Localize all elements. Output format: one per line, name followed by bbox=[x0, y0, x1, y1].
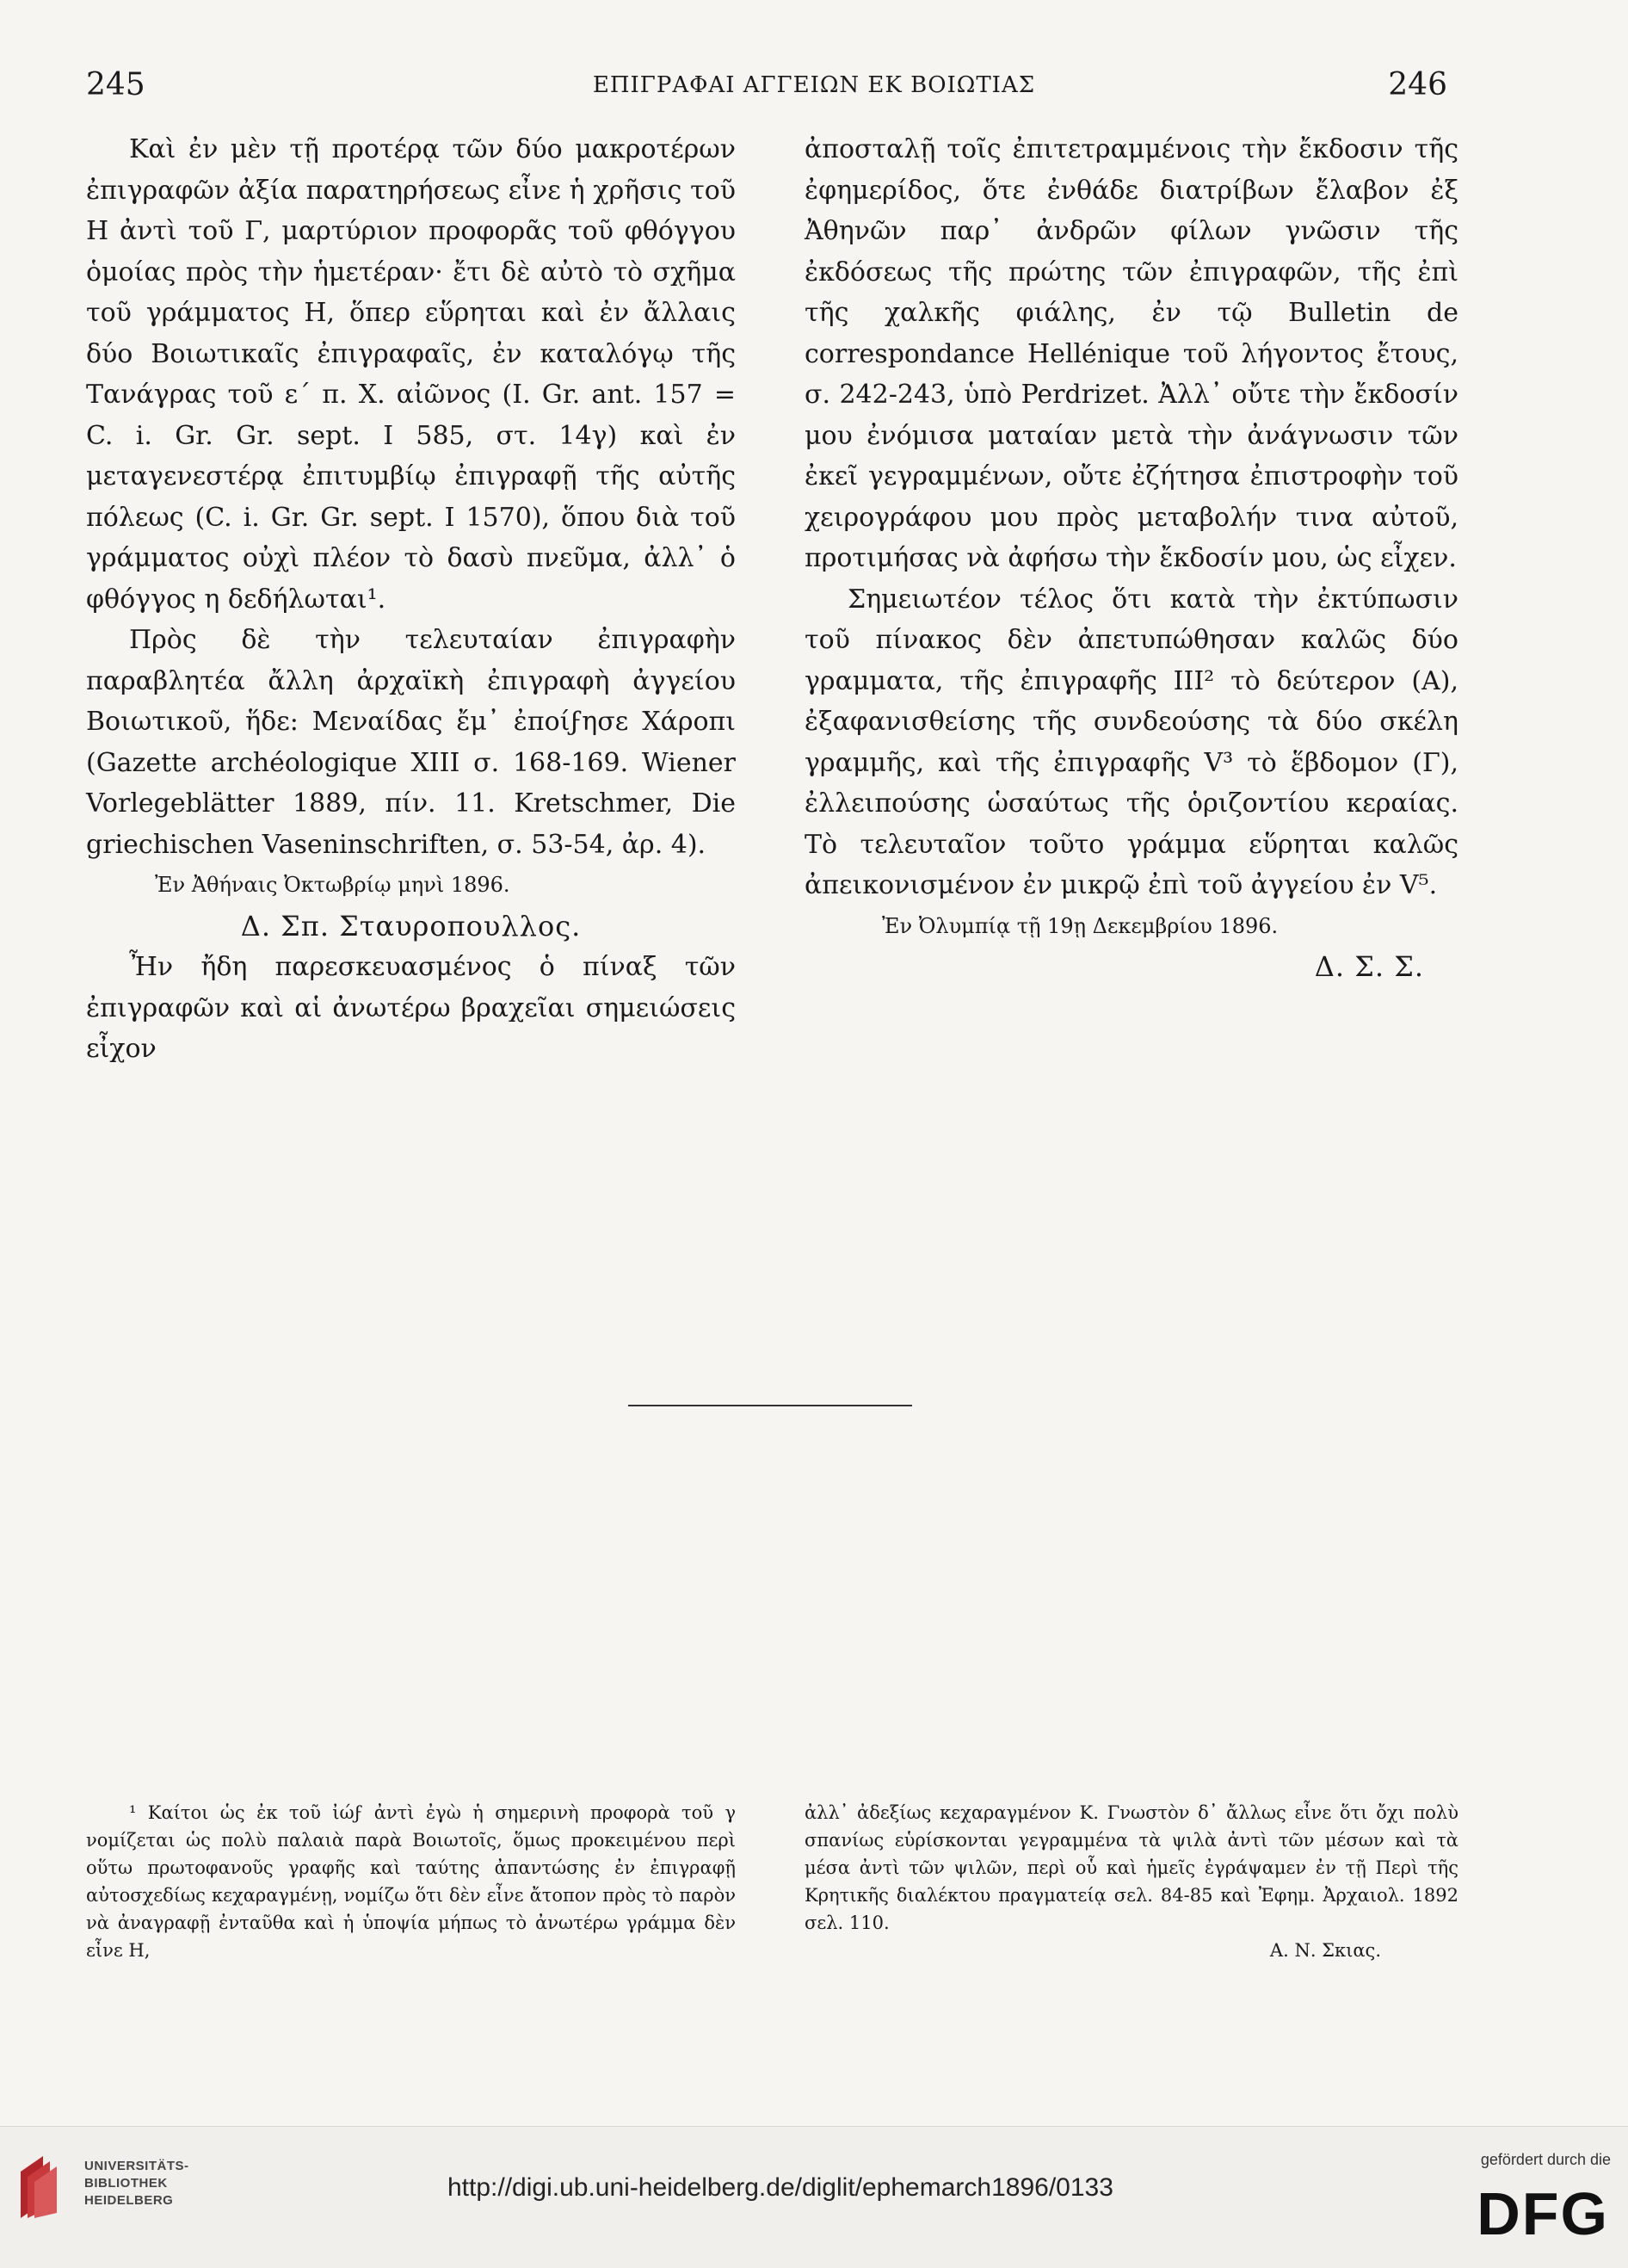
institution-line: HEIDELBERG bbox=[84, 2193, 174, 2208]
paragraph: Ἦν ἤδη παρεσκευασμένος ὁ πίναξ τῶν ἐπιγραφῶν καὶ αἱ ἀνωτέρω βραχεῖαι σημειώσεις εἶχον bbox=[86, 952, 736, 1064]
university-library-logo-icon bbox=[15, 2151, 71, 2223]
left-column bbox=[86, 129, 736, 1070]
paragraph: Καὶ ἐν μὲν τῇ προτέρᾳ τῶν δύο μακροτέρων ἐπιγραφῶν ἀξία παρατηρήσεως εἶνε ἡ χρῆσις τοῦ Η ἀντὶ τοῦ Γ, μαρτύριον προφορᾶς τοῦ φθόγγου ὁμοίας πρὸς τὴν ἡμετέραν· ἔτι δὲ αὐτὸ τὸ σχῆμα τοῦ γράμματος Η, ὅπερ εὕρηται καὶ ἐν ἄλλαις δύο Βοιωτικαῖς ἐπιγραφαῖς, ἐν καταλόγῳ τῆς Τανάγρας τοῦ ε΄ π. Χ. αἰῶνος (I. Gr. ant. 157 = C. i. Gr. Gr. sept. I 585, στ. 14γ) καὶ ἐν μεταγενεστέρᾳ ἐπιτυμβίῳ ἐπιγραφῇ τῆς αὐτῆς πόλεως (C. i. Gr. Gr. sept. I 1570), ὅπου διὰ τοῦ γράμματος οὐχὶ πλέον τὸ δασὺ πνεῦμα, ἀλλ᾿ ὁ φθόγγος η δεδήλωται¹. bbox=[86, 134, 736, 615]
right-column bbox=[805, 129, 1458, 988]
paragraph: Πρὸς δὲ τὴν τελευταίαν ἐπιγραφὴν παραβλητέα ἄλλη ἀρχαϊκὴ ἐπιγραφὴ ἀγγείου Βοιωτικοῦ, ἥδε: Μεναίδας ἔμ᾿ ἐποίϝησε Χάροπι (Gazette archéologique XIII σ. 168-169. Wiener Vorlegeblätter 1889, πίν. 11. Kretschmer, Die griechischen Vaseninschriften, σ. 53-54, ἀρ. 4). bbox=[86, 625, 736, 860]
footnote-text: ¹ Καίτοι ὡς ἐκ τοῦ ἰώϝ ἀντὶ ἐγὼ ἡ σημερινὴ προφορὰ τοῦ γ νομίζεται ὡς πολὺ παλαιὰ παρὰ Βοιωτοῖς, ὅμως προκειμένου περὶ οὕτω πρωτοφανοῦς γραφῆς καὶ ταύτης ἀπαντώσης ἐν ἐπιγραφῇ αὐτοσχεδίως κεχαραγμένῃ, νομίζω ὅτι δὲν εἶνε ἄτοπον πρὸς τὸ παρὸν νὰ ἀναγραφῇ ἐνταῦθα καὶ ἡ ὑποψία μήπως τὸ ἀνωτέρω γράμμα δὲν εἶνε Η, bbox=[86, 1802, 736, 1961]
dateline: Ἐν Ὀλυμπίᾳ τῇ 19ῃ Δεκεμβρίου 1896. bbox=[882, 913, 1279, 938]
funded-by-label: gefördert durch die bbox=[1480, 2151, 1611, 2168]
institution-line: BIBLIOTHEK bbox=[84, 2176, 168, 2191]
page-number-left: 245 bbox=[86, 67, 145, 102]
footnote-signature: Α. Ν. Σκιας. bbox=[1269, 1940, 1381, 1961]
institution-name bbox=[84, 2158, 189, 2209]
digitization-footer bbox=[0, 2126, 1628, 2268]
author-signature: Δ. Σπ. Σταυροπουλλος. bbox=[240, 909, 582, 942]
footnote-right bbox=[805, 1799, 1458, 1964]
dateline: Ἐν Ἀθήναις Ὀκτωβρίῳ μηνὶ 1896. bbox=[155, 873, 510, 897]
author-initials: Δ. Σ. Σ. bbox=[1314, 950, 1424, 983]
paragraph: ἀποσταλῇ τοῖς ἐπιτετραμμένοις τὴν ἔκδοσιν τῆς ἐφημερίδος, ὅτε ἐνθάδε διατρίβων ἔλαβον ἐξ Ἀθηνῶν παρ᾿ ἀνδρῶν φίλων γνῶσιν τῆς ἐκδόσεως τῆς πρώτης τῶν ἐπιγραφῶν, τῆς ἐπὶ τῆς χαλκῆς φιάλης, ἐν τῷ Bulletin de correspondance Hellénique τοῦ λήγοντος ἔτους, σ. 242-243, ὑπὸ Perdrizet. Ἀλλ᾿ οὔτε τὴν ἔκδοσίν μου ἐνόμισα ματαίαν μετὰ τὴν ἀνάγνωσιν τῶν ἐκεῖ γεγραμμένων, οὔτε ἐζήτησα ἐπιστροφὴν τοῦ χειρογράφου μου πρὸς μεταβολήν τινα αὐτοῦ, προτιμήσας νὰ ἀφήσω τὴν ἔκδοσίν μου, ὡς εἶχεν. bbox=[805, 134, 1458, 573]
footnote-text: ἀλλ᾿ ἀδεξίως κεχαραγμένον Κ. Γνωστὸν δ᾿ ἄλλως εἶνε ὅτι ὄχι πολὺ σπανίως εὑρίσκονται γεγραμμένα τὰ ψιλὰ ἀντὶ τῶν μέσων καὶ τὰ μέσα ἀντὶ τῶν ψιλῶν, περὶ οὗ καὶ ἡμεῖς ἐγράψαμεν ἐν τῇ Περὶ τῆς Κρητικῆς διαλέκτου πραγματείᾳ σελ. 84-85 καὶ Ἐφημ. Ἀρχαιολ. 1892 σελ. 110. bbox=[805, 1802, 1458, 1933]
dfg-logo: DFG bbox=[1477, 2180, 1609, 2247]
running-head bbox=[0, 67, 1628, 110]
source-url-link[interactable]: http://digi.ub.uni-heidelberg.de/diglit/ephemarch1896/0133 bbox=[447, 2173, 1113, 2202]
footnote-left bbox=[86, 1799, 736, 1964]
running-title: ΕΠΙΓΡΑΦΑΙ ΑΓΓΕΙΩΝ ΕΚ ΒΟΙΩΤΙΑΣ bbox=[592, 72, 1036, 98]
page-number-right: 246 bbox=[1388, 67, 1447, 102]
section-divider bbox=[628, 1405, 912, 1406]
paragraph: Σημειωτέον τέλος ὅτι κατὰ τὴν ἐκτύπωσιν τοῦ πίνακος δὲν ἀπετυπώθησαν καλῶς δύο γραμματα, τῆς ἐπιγραφῆς III² τὸ δεύτερον (Α), ἐξαφανισθείσης τῆς συνδεούσης τὰ δύο σκέλη γραμμῆς, καὶ τῆς ἐπιγραφῆς V³ τὸ ἕβδομον (Γ), ἐλλειπούσης ὡσαύτως τῆς ὁριζοντίου κεραίας. Τὸ τελευταῖον τοῦτο γράμμα εὕρηται καλῶς ἀπεικονισμένον ἐν μικρῷ ἐπὶ τοῦ ἀγγείου ἐν V⁵. bbox=[805, 584, 1458, 900]
institution-line: UNIVERSITÄTS- bbox=[84, 2159, 189, 2173]
